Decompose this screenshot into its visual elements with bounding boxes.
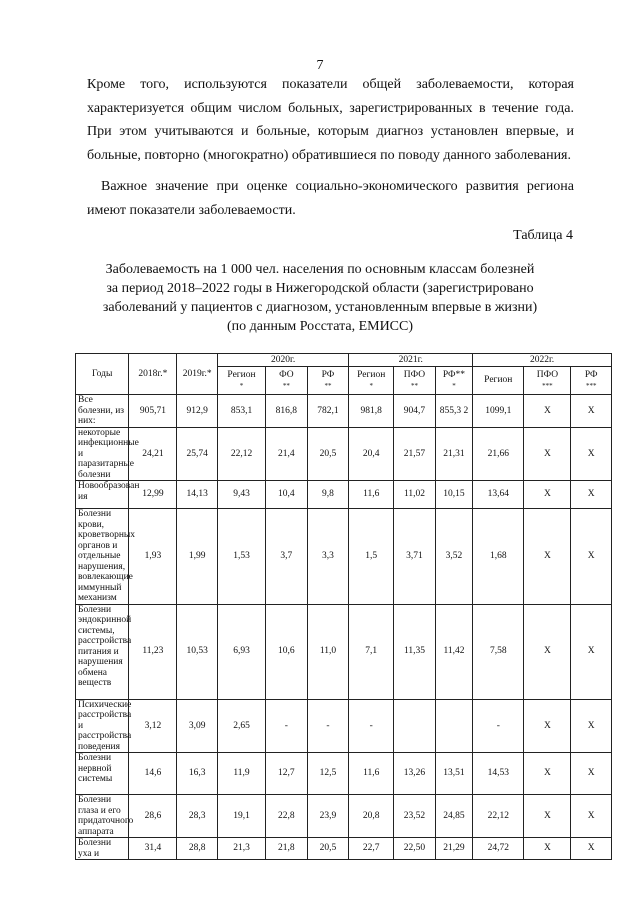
paragraph-morbidity-importance: Важное значение при оценке социально-экономического развития региона имеют показатели заболеваемости. bbox=[87, 179, 574, 218]
value-cell: 11,35 bbox=[394, 604, 436, 699]
disease-class-cell: Новообразован ия bbox=[76, 481, 129, 509]
value-cell: 24,85 bbox=[435, 795, 472, 838]
subheader-mark: ** bbox=[324, 381, 332, 390]
caption-line: заболеваний у пациентов с диагнозом, установленным впервые в жизни) bbox=[102, 300, 538, 315]
value-cell: 28,6 bbox=[129, 795, 177, 838]
subheader-cell bbox=[266, 367, 308, 395]
value-cell: 7,1 bbox=[349, 604, 394, 699]
value-cell: 21,57 bbox=[394, 427, 436, 481]
value-cell: 11,23 bbox=[129, 604, 177, 699]
header-years: Годы bbox=[76, 354, 129, 395]
value-cell: Х bbox=[571, 481, 612, 509]
value-cell: 9,43 bbox=[217, 481, 265, 509]
value-cell: 20,8 bbox=[349, 795, 394, 838]
table-row bbox=[76, 838, 612, 860]
header-2019: 2019г.* bbox=[177, 354, 218, 395]
caption-line: за период 2018–2022 годы в Нижегородской области (зарегистрировано bbox=[106, 281, 534, 296]
header-2021: 2021г. bbox=[349, 354, 473, 367]
value-cell: 23,52 bbox=[394, 795, 436, 838]
value-cell: 11,02 bbox=[394, 481, 436, 509]
disease-class-cell: Болезни крови, кроветворных органов и отдельные нарушения, вовлекающие иммунный механизм bbox=[76, 509, 129, 605]
value-cell: 853,1 bbox=[217, 395, 265, 428]
value-cell: Х bbox=[524, 753, 571, 795]
value-cell: 6,93 bbox=[217, 604, 265, 699]
value-cell: 20,4 bbox=[349, 427, 394, 481]
subheader-mark: *** bbox=[585, 381, 597, 390]
value-cell: 22,50 bbox=[394, 838, 436, 860]
value-cell: 21,31 bbox=[435, 427, 472, 481]
table-row bbox=[76, 699, 612, 753]
disease-class-cell: некоторые инфекционные и паразитарные болезни bbox=[76, 427, 129, 481]
value-cell: 22,12 bbox=[217, 427, 265, 481]
subheader-mark: ** bbox=[282, 381, 290, 390]
table-row bbox=[76, 481, 612, 509]
value-cell: 19,1 bbox=[217, 795, 265, 838]
value-cell: 25,74 bbox=[177, 427, 218, 481]
value-cell: Х bbox=[524, 427, 571, 481]
value-cell: Х bbox=[524, 481, 571, 509]
subheader-label: Регион bbox=[484, 375, 513, 386]
subheader-cell bbox=[349, 367, 394, 395]
table-row bbox=[76, 427, 612, 481]
value-cell: 11,9 bbox=[217, 753, 265, 795]
value-cell: 9,8 bbox=[307, 481, 349, 509]
value-cell: 1099,1 bbox=[473, 395, 524, 428]
value-cell: - bbox=[266, 699, 308, 753]
value-cell: - bbox=[349, 699, 394, 753]
subheader-label: Регион bbox=[227, 370, 256, 380]
table-row bbox=[76, 509, 612, 605]
subheader-label: ПФО bbox=[403, 370, 426, 380]
value-cell: 16,3 bbox=[177, 753, 218, 795]
value-cell: 3,7 bbox=[266, 509, 308, 605]
value-cell: 23,9 bbox=[307, 795, 349, 838]
subheader-label: РФ** bbox=[442, 370, 466, 380]
header-2020: 2020г. bbox=[217, 354, 348, 367]
subheader-label: РФ bbox=[321, 370, 335, 380]
value-cell: 1,93 bbox=[129, 509, 177, 605]
subheader-cell bbox=[394, 367, 436, 395]
table-row bbox=[76, 795, 612, 838]
subheader-mark: * bbox=[369, 381, 373, 390]
value-cell: Х bbox=[524, 509, 571, 605]
value-cell: 1,68 bbox=[473, 509, 524, 605]
paragraph-morbidity-general: Кроме того, используются показатели общей заболеваемости, которая характеризуется общим числом больных, зарегистрированных в течение года. При этом учитываются и больные, которым диагноз установлен впервые, и больные, повторно (многократно) обратившиеся по поводу данного заболевания. bbox=[87, 77, 574, 163]
value-cell: Х bbox=[524, 699, 571, 753]
value-cell: 28,3 bbox=[177, 795, 218, 838]
value-cell: 981,8 bbox=[349, 395, 394, 428]
value-cell: 31,4 bbox=[129, 838, 177, 860]
disease-class-cell: Болезни уха и bbox=[76, 838, 129, 860]
value-cell bbox=[435, 699, 472, 753]
value-cell: 14,13 bbox=[177, 481, 218, 509]
morbidity-table bbox=[75, 353, 612, 860]
value-cell: 12,5 bbox=[307, 753, 349, 795]
subheader-label: ФО bbox=[279, 370, 294, 380]
value-cell: 3,12 bbox=[129, 699, 177, 753]
value-cell: 1,99 bbox=[177, 509, 218, 605]
subheader-mark: ** bbox=[410, 381, 418, 390]
table-caption bbox=[60, 260, 580, 336]
value-cell: Х bbox=[524, 838, 571, 860]
value-cell: 24,21 bbox=[129, 427, 177, 481]
value-cell: Х bbox=[571, 427, 612, 481]
value-cell: Х bbox=[524, 395, 571, 428]
subheader-mark: * bbox=[452, 381, 456, 390]
value-cell: 13,26 bbox=[394, 753, 436, 795]
value-cell: 10,15 bbox=[435, 481, 472, 509]
value-cell: 21,3 bbox=[217, 838, 265, 860]
value-cell: 20,5 bbox=[307, 838, 349, 860]
subheader-cell bbox=[571, 367, 612, 395]
value-cell: 21,8 bbox=[266, 838, 308, 860]
value-cell: 10,4 bbox=[266, 481, 308, 509]
disease-class-cell: Психические расстройства и расстройства поведения bbox=[76, 699, 129, 753]
value-cell: 12,7 bbox=[266, 753, 308, 795]
value-cell: 3,52 bbox=[435, 509, 472, 605]
table-row bbox=[76, 395, 612, 428]
value-cell: 10,53 bbox=[177, 604, 218, 699]
value-cell: 22,8 bbox=[266, 795, 308, 838]
caption-line: Заболеваемость на 1 000 чел. населения по основным классам болезней bbox=[105, 262, 535, 277]
subheader-cell bbox=[217, 367, 265, 395]
caption-line: (по данным Росстата, ЕМИСС) bbox=[226, 319, 414, 334]
value-cell: 22,12 bbox=[473, 795, 524, 838]
page-number: 7 bbox=[316, 58, 324, 73]
value-cell: 24,72 bbox=[473, 838, 524, 860]
header-2018: 2018г.* bbox=[129, 354, 177, 395]
value-cell: Х bbox=[571, 509, 612, 605]
value-cell: 3,09 bbox=[177, 699, 218, 753]
subheader-label: РФ bbox=[584, 370, 598, 380]
value-cell: 1,53 bbox=[217, 509, 265, 605]
value-cell: 28,8 bbox=[177, 838, 218, 860]
value-cell: Х bbox=[571, 699, 612, 753]
value-cell: 782,1 bbox=[307, 395, 349, 428]
subheader-mark: * bbox=[239, 381, 244, 390]
subheader-cell bbox=[524, 367, 571, 395]
value-cell: 10,6 bbox=[266, 604, 308, 699]
value-cell: 14,53 bbox=[473, 753, 524, 795]
value-cell: 22,7 bbox=[349, 838, 394, 860]
value-cell: 904,7 bbox=[394, 395, 436, 428]
value-cell: 13,64 bbox=[473, 481, 524, 509]
value-cell: 21,29 bbox=[435, 838, 472, 860]
value-cell: 3,71 bbox=[394, 509, 436, 605]
header-2022: 2022г. bbox=[473, 354, 612, 367]
value-cell: Х bbox=[524, 604, 571, 699]
value-cell: Х bbox=[524, 795, 571, 838]
value-cell: 816,8 bbox=[266, 395, 308, 428]
disease-class-cell: Болезни нервной системы bbox=[76, 753, 129, 795]
subheader-label: ПФО bbox=[536, 370, 559, 380]
value-cell: 20,5 bbox=[307, 427, 349, 481]
disease-class-cell: Болезни эндокринной системы, расстройства питания и нарушения обмена веществ bbox=[76, 604, 129, 699]
value-cell: 14,6 bbox=[129, 753, 177, 795]
subheader-mark: *** bbox=[542, 381, 553, 390]
value-cell: - bbox=[473, 699, 524, 753]
value-cell: 21,66 bbox=[473, 427, 524, 481]
value-cell: 3,3 bbox=[307, 509, 349, 605]
value-cell: 912,9 bbox=[177, 395, 218, 428]
value-cell: 11,42 bbox=[435, 604, 472, 699]
value-cell: - bbox=[307, 699, 349, 753]
value-cell: Х bbox=[571, 604, 612, 699]
subheader-cell bbox=[307, 367, 349, 395]
value-cell: Х bbox=[571, 795, 612, 838]
value-cell: 905,71 bbox=[129, 395, 177, 428]
table-row bbox=[76, 604, 612, 699]
table-row bbox=[76, 753, 612, 795]
value-cell: 2,65 bbox=[217, 699, 265, 753]
value-cell: 855,3 2 bbox=[435, 395, 472, 428]
subheader-cell bbox=[473, 367, 524, 395]
value-cell bbox=[394, 699, 436, 753]
value-cell: 21,4 bbox=[266, 427, 308, 481]
value-cell: 7,58 bbox=[473, 604, 524, 699]
subheader-label: Регион bbox=[357, 370, 386, 380]
value-cell: 12,99 bbox=[129, 481, 177, 509]
disease-class-cell: Все болезни, из них: bbox=[76, 395, 129, 428]
value-cell: Х bbox=[571, 838, 612, 860]
value-cell: 11,6 bbox=[349, 481, 394, 509]
value-cell: Х bbox=[571, 395, 612, 428]
subheader-cell bbox=[435, 367, 472, 395]
value-cell: 13,51 bbox=[435, 753, 472, 795]
value-cell: Х bbox=[571, 753, 612, 795]
value-cell: 1,5 bbox=[349, 509, 394, 605]
table-label: Таблица 4 bbox=[513, 228, 573, 243]
disease-class-cell: Болезни глаза и его придаточного аппарата bbox=[76, 795, 129, 838]
value-cell: 11,6 bbox=[349, 753, 394, 795]
value-cell: 11,0 bbox=[307, 604, 349, 699]
